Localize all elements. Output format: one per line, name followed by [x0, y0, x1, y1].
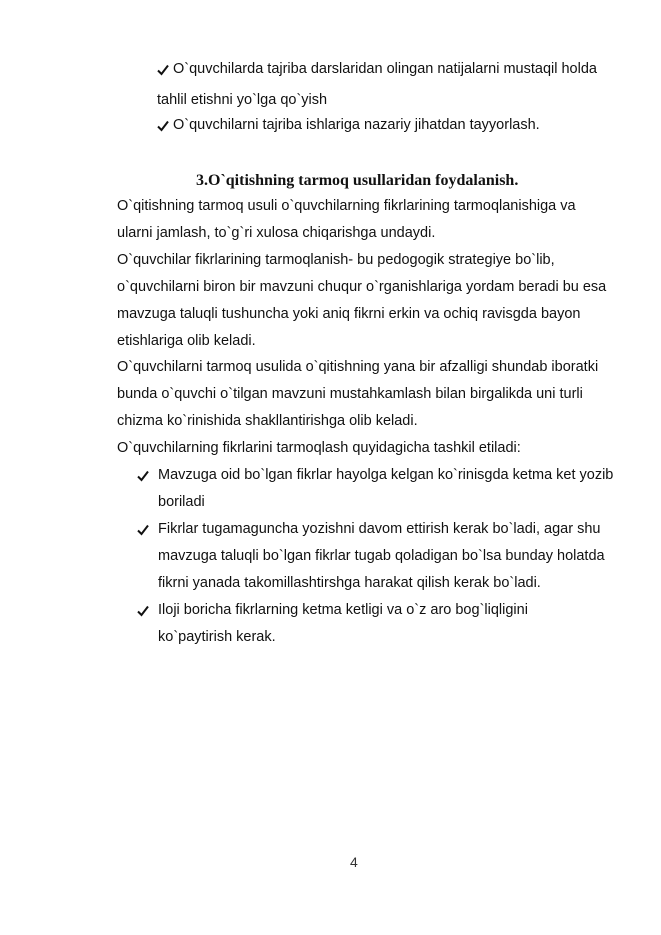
checkmark-icon: [157, 64, 169, 76]
paragraph-line: O`quvchilarning fikrlarini tarmoqlash quyidagicha tashkil etiladi:: [117, 440, 521, 456]
paragraph-line: mavzuga taluqli tushuncha yoki aniq fikrni erkin va ochiq ravisgda bayon: [117, 306, 581, 322]
paragraph-line: chizma ko`rinishida shakllantirishga olib keladi.: [117, 413, 418, 429]
checkmark-icon: [157, 120, 169, 132]
paragraph-line: O`quvchilarni tarmoq usulida o`qitishning yana bir afzalligi shundab iboratki: [117, 359, 599, 375]
list-item-text: Iloji boricha fikrlarning ketma ketligi va o`z aro bog`liqligini: [158, 602, 528, 618]
paragraph-line: o`quvchilarni biron bir mavzuni chuqur o`rganishlariga yordam beradi bu esa: [117, 279, 607, 295]
list-item-text: boriladi: [158, 494, 205, 510]
section-heading: 3.O`qitishning tarmoq usullaridan foydalanish.: [196, 172, 519, 189]
checkmark-icon: [137, 605, 149, 617]
checkmark-icon: [137, 470, 149, 482]
paragraph-line: etishlariga olib keladi.: [117, 333, 256, 349]
list-item-text: ko`paytirish kerak.: [158, 629, 276, 645]
list-item-text: mavzuga taluqli bo`lgan fikrlar tugab qoladigan bo`lsa bunday holatda: [158, 548, 605, 564]
paragraph-line: ularni jamlash, to`g`ri xulosa chiqarishga undaydi.: [117, 225, 436, 241]
page-number: 4: [350, 854, 358, 870]
list-item-text: Mavzuga oid bo`lgan fikrlar hayolga kelgan ko`rinisgda ketma ket yozib: [158, 467, 614, 483]
list-item-text: tahlil etishni yo`lga qo`yish: [157, 92, 328, 108]
list-item-text: O`quvchilarda tajriba darslaridan olingan natijalarni mustaqil holda: [173, 61, 597, 77]
paragraph-line: O`quvchilar fikrlarining tarmoqlanish- bu pedogogik strategiye bo`lib,: [117, 252, 555, 268]
list-item-text: O`quvchilarni tajriba ishlariga nazariy jihatdan tayyorlash.: [173, 117, 540, 133]
checkmark-icon: [137, 524, 149, 536]
paragraph-line: bunda o`quvchi o`tilgan mavzuni mustahkamlash bilan birgalikda uni turli: [117, 386, 583, 402]
list-item-text: fikrni yanada takomillashtirshga harakat qilish kerak bo`ladi.: [158, 575, 541, 591]
paragraph-line: O`qitishning tarmoq usuli o`quvchilarning fikrlarining tarmoqlanishiga va: [117, 198, 576, 214]
list-item-text: Fikrlar tugamaguncha yozishni davom ettirish kerak bo`ladi, agar shu: [158, 521, 601, 537]
